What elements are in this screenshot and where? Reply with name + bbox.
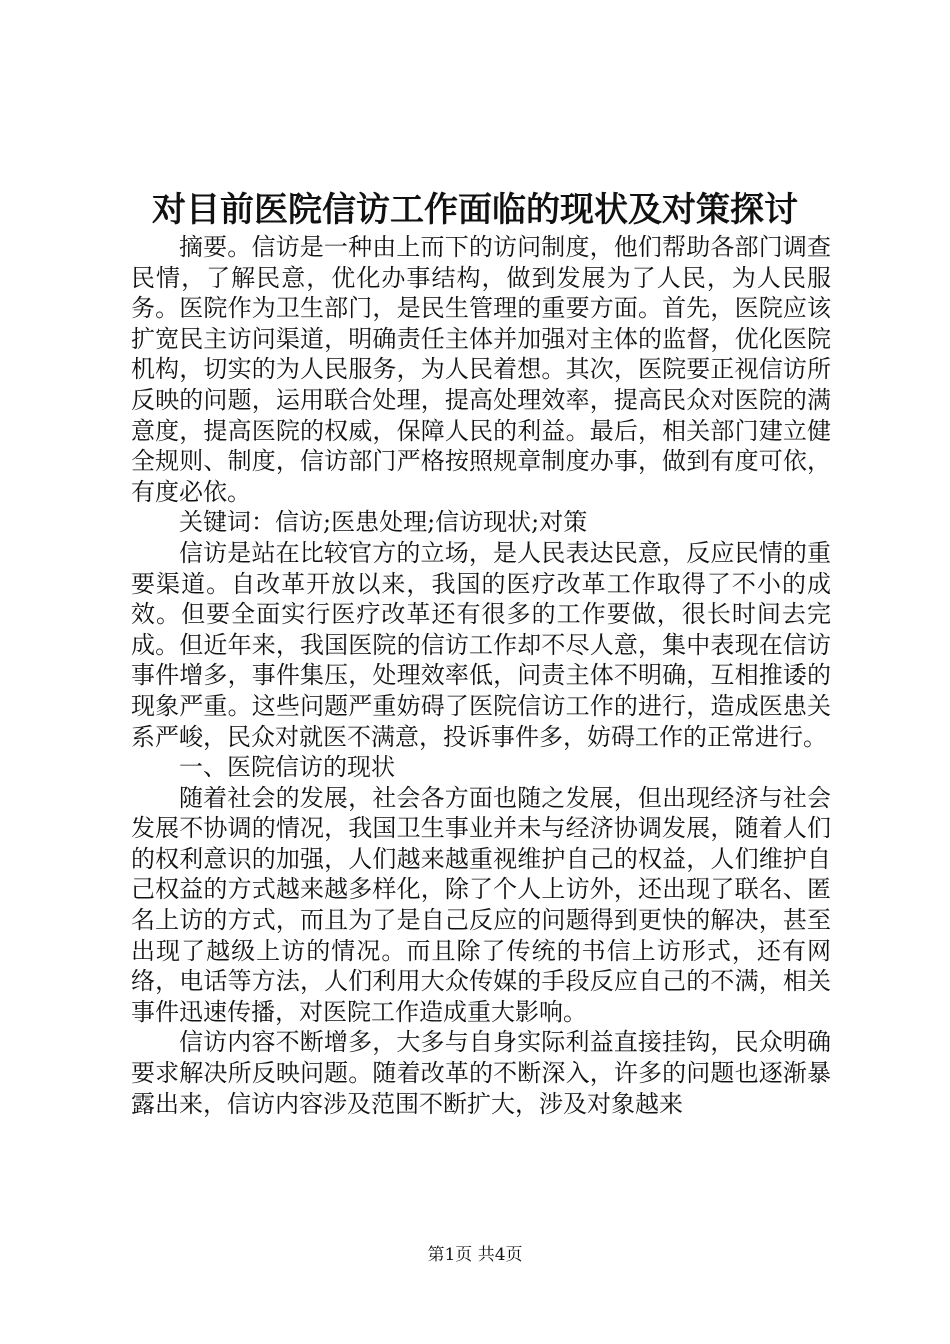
keywords-paragraph: 关键词：信访;医患处理;信访现状;对策 <box>179 508 588 537</box>
document-title: 对目前医院信访工作面临的现状及对策探讨 <box>152 190 798 230</box>
body-paragraph: 随着社会的发展，社会各方面也随之发展，但出现经济与社会发展不协调的情况，我国卫生事业并未与经济协调发展，随着人们的权利意识的加强，人们越来越重视维护自己的权益，人们维护自己权益的方式越来越多样化，除了个人上访外，还出现了联名、匿名上访的方式，而且为了是自己反应的问题得到更快的解决，甚至出现了越级上访的情况。而且除了传统的书信上访形式，还有网络，电话等方法，人们利用大众传媒的手段反应自己的不满，相关事件迅速传播，对医院工作造成重大影响。 <box>131 783 831 1026</box>
intro-paragraph: 信访是站在比较官方的立场，是人民表达民意，反应民情的重要渠道。自改革开放以来，我国的医疗改革工作取得了不小的成效。但要全面实行医疗改革还有很多的工作要做，很长时间去完成。但近年来，我国医院的信访工作却不尽人意，集中表现在信访事件增多，事件集压，处理效率低，问责主体不明确，互相推诿的现象严重。这些问题严重妨碍了医院信访工作的进行，造成医患关系严峻，民众对就医不满意，投诉事件多，妨碍工作的正常进行。 <box>131 538 831 751</box>
section-heading: 一、医院信访的现状 <box>179 753 395 782</box>
body-paragraph: 信访内容不断增多，大多与自身实际利益直接挂钩，民众明确要求解决所反映问题。随着改革的不断深入，许多的问题也逐渐暴露出来，信访内容涉及范围不断扩大，涉及对象越来 <box>131 1028 831 1118</box>
abstract-paragraph: 摘要。信访是一种由上而下的访问制度，他们帮助各部门调查民情，了解民意，优化办事结构，做到发展为了人民，为人民服务。医院作为卫生部门，是民生管理的重要方面。首先，医院应该扩宽民主访问渠道，明确责任主体并加强对主体的监督，优化医院机构，切实的为人民服务，为人民着想。其次，医院要正视信访所反映的问题，运用联合处理，提高处理效率，提高民众对医院的满意度，提高医院的权威，保障人民的利益。最后，相关部门建立健全规则、制度，信访部门严格按照规章制度办事，做到有度可依，有度必依。 <box>131 233 831 506</box>
page-number: 第1页 共4页 <box>427 1245 523 1265</box>
document-body <box>131 232 831 1119</box>
